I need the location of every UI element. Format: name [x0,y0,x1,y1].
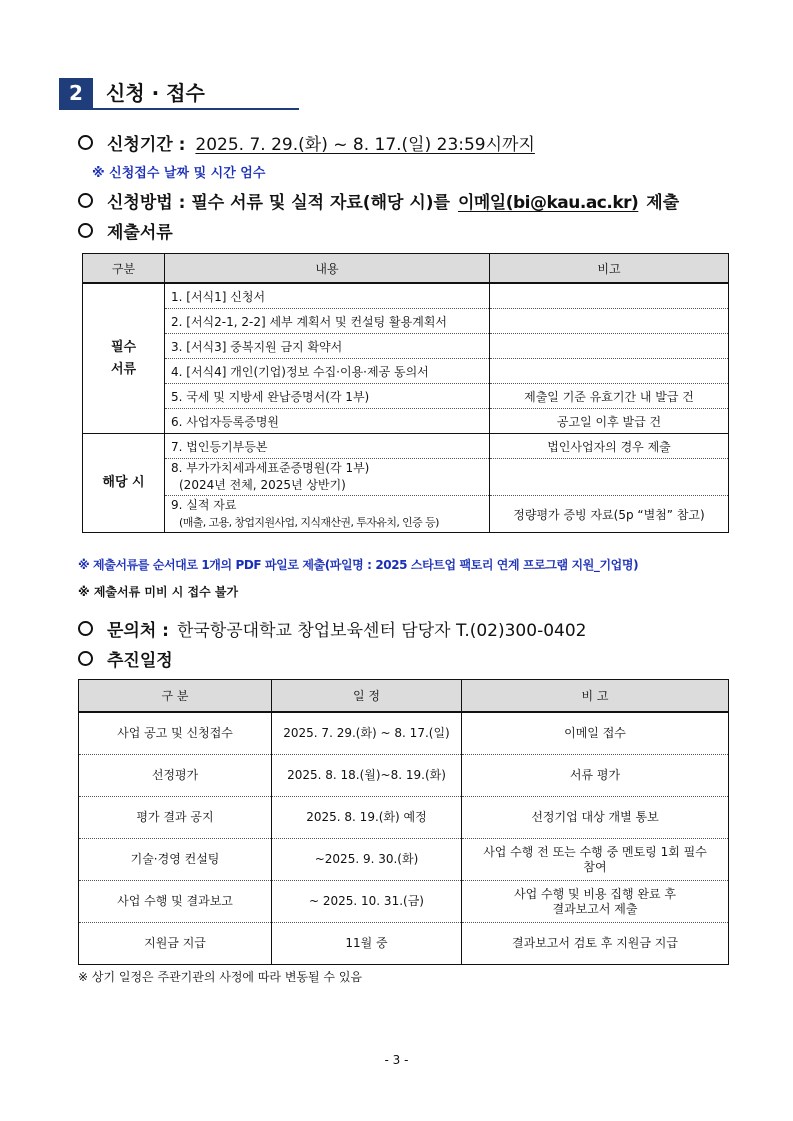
documents-table-header [83,254,729,284]
schedule-remark: 선정기업 대상 개별 통보 [462,797,729,839]
schedule-remark-line: 결과보고서 제출 [552,901,638,916]
schedule-remark: 서류 평가 [462,755,729,797]
doc-remark: 제출일 기준 유효기간 내 발급 건 [490,384,729,409]
table-row [83,334,729,359]
doc-content-line: 9. 실적 자료 [171,498,237,512]
schedule-remark: 이메일 접수 [462,712,729,755]
period-line [78,130,535,155]
doc-remark [490,283,729,309]
schedule-item: 평가 결과 공지 [79,797,272,839]
table-row [79,797,729,839]
schedule-label: 추진일정 [107,651,173,671]
doc-content: 6. 사업자등록증명원 [165,409,490,434]
schedule-remark [462,881,729,923]
schedule-item: 기술·경영 컨설팅 [79,839,272,881]
schedule-item: 지원금 지급 [79,923,272,965]
period-value: 2025. 7. 29.(화) ~ 8. 17.(일) 23:59시까지 [195,135,535,155]
documents-note-missing: ※ 제출서류 미비 시 접수 불가 [78,585,239,599]
table-row [83,359,729,384]
section-title: 신청 · 접수 [106,81,205,105]
table-row [83,496,729,533]
page-number: - 3 - [384,1053,409,1067]
section-number: 2 [59,78,93,108]
documents-heading [78,218,173,243]
method-suffix: 제출 [646,193,680,213]
table-row [79,881,729,923]
group-label: 필수 [110,339,137,355]
schedule-remark-line: 사업 수행 및 비용 집행 완료 후 [514,886,676,901]
method-email-link[interactable]: 이메일(bi@kau.ac.kr) [457,193,639,213]
doc-content: 2. [서식2-1, 2-2] 세부 계획서 및 컨설팅 활용계획서 [165,309,490,334]
group-required [83,283,165,434]
schedule-item: 선정평가 [79,755,272,797]
doc-content [165,496,490,533]
doc-remark [490,459,729,496]
documents-table [82,253,729,533]
table-row [83,434,729,459]
schedule-heading [78,646,173,671]
doc-content-line: 8. 부가가치세과세표준증명원(각 1부) [171,461,370,475]
schedule-date: 2025. 8. 18.(월)~8. 19.(화) [272,755,462,797]
doc-remark: 정량평가 증빙 자료(5p “별첨” 참고) [490,496,729,533]
circle-bullet-icon [78,135,93,150]
method-label: 신청방법 : 필수 서류 및 실적 자료(해당 시)를 [107,193,450,213]
schedule-remark-line: 참여 [583,859,607,874]
schedule-table [78,679,729,965]
doc-content: 4. [서식4] 개인(기업)정보 수집·이용·제공 동의서 [165,359,490,384]
schedule-item: 사업 수행 및 결과보고 [79,881,272,923]
table-row [79,755,729,797]
table-row [83,409,729,434]
table-row [79,839,729,881]
schedule-date: ~ 2025. 10. 31.(금) [272,881,462,923]
table-row [83,459,729,496]
circle-bullet-icon [78,621,93,636]
group-if-applicable [83,434,165,533]
contact-value: 한국항공대학교 창업보육센터 담당자 T.(02)300-0402 [176,621,587,641]
circle-bullet-icon [78,223,93,238]
period-label: 신청기간 : [107,135,186,155]
column-header: 일 정 [272,680,462,713]
table-row [83,283,729,309]
circle-bullet-icon [78,193,93,208]
doc-remark [490,309,729,334]
schedule-date: 2025. 7. 29.(화) ~ 8. 17.(일) [272,712,462,755]
circle-bullet-icon [78,651,93,666]
schedule-remark: 결과보고서 검토 후 지원금 지급 [462,923,729,965]
schedule-table-header [79,680,729,713]
schedule-date: ~2025. 9. 30.(화) [272,839,462,881]
table-row [79,923,729,965]
documents-note-pdf: ※ 제출서류를 순서대로 1개의 PDF 파일로 제출(파일명 : 2025 스타트업 팩토리 연계 프로그램 지원_기업명) [78,558,639,572]
contact-line [78,616,586,641]
doc-content-line: (매출, 고용, 창업지원사업, 지식재산권, 투자유치, 인증 등) [179,516,439,529]
column-header: 구분 [83,254,165,284]
method-line [78,188,679,213]
schedule-date: 11월 중 [272,923,462,965]
doc-remark: 법인사업자의 경우 제출 [490,434,729,459]
table-row [83,309,729,334]
doc-content: 1. [서식1] 신청서 [165,283,490,309]
column-header: 구 분 [79,680,272,713]
schedule-note: ※ 상기 일정은 주관기관의 사정에 따라 변동될 수 있음 [78,970,363,984]
contact-label: 문의처 : [107,621,169,641]
doc-remark [490,334,729,359]
documents-label: 제출서류 [107,223,173,243]
doc-content [165,459,490,496]
doc-content-line: (2024년 전체, 2025년 상반기) [179,478,346,492]
schedule-date: 2025. 8. 19.(화) 예정 [272,797,462,839]
table-row [83,384,729,409]
period-note: ※ 신청접수 날짜 및 시간 엄수 [92,166,266,181]
section-underline [59,108,299,110]
column-header: 비 고 [462,680,729,713]
doc-remark: 공고일 이후 발급 건 [490,409,729,434]
doc-remark [490,359,729,384]
column-header: 내용 [165,254,490,284]
doc-content: 3. [서식3] 중복지원 금지 확약서 [165,334,490,359]
group-label: 서류 [110,361,137,377]
schedule-item: 사업 공고 및 신청접수 [79,712,272,755]
doc-content: 5. 국세 및 지방세 완납증명서(각 1부) [165,384,490,409]
doc-content: 7. 법인등기부등본 [165,434,490,459]
schedule-remark [462,839,729,881]
group-label: 해당 시 [102,475,145,490]
table-row [79,712,729,755]
schedule-remark-line: 사업 수행 전 또는 수행 중 멘토링 1회 필수 [483,844,707,859]
column-header: 비고 [490,254,729,284]
